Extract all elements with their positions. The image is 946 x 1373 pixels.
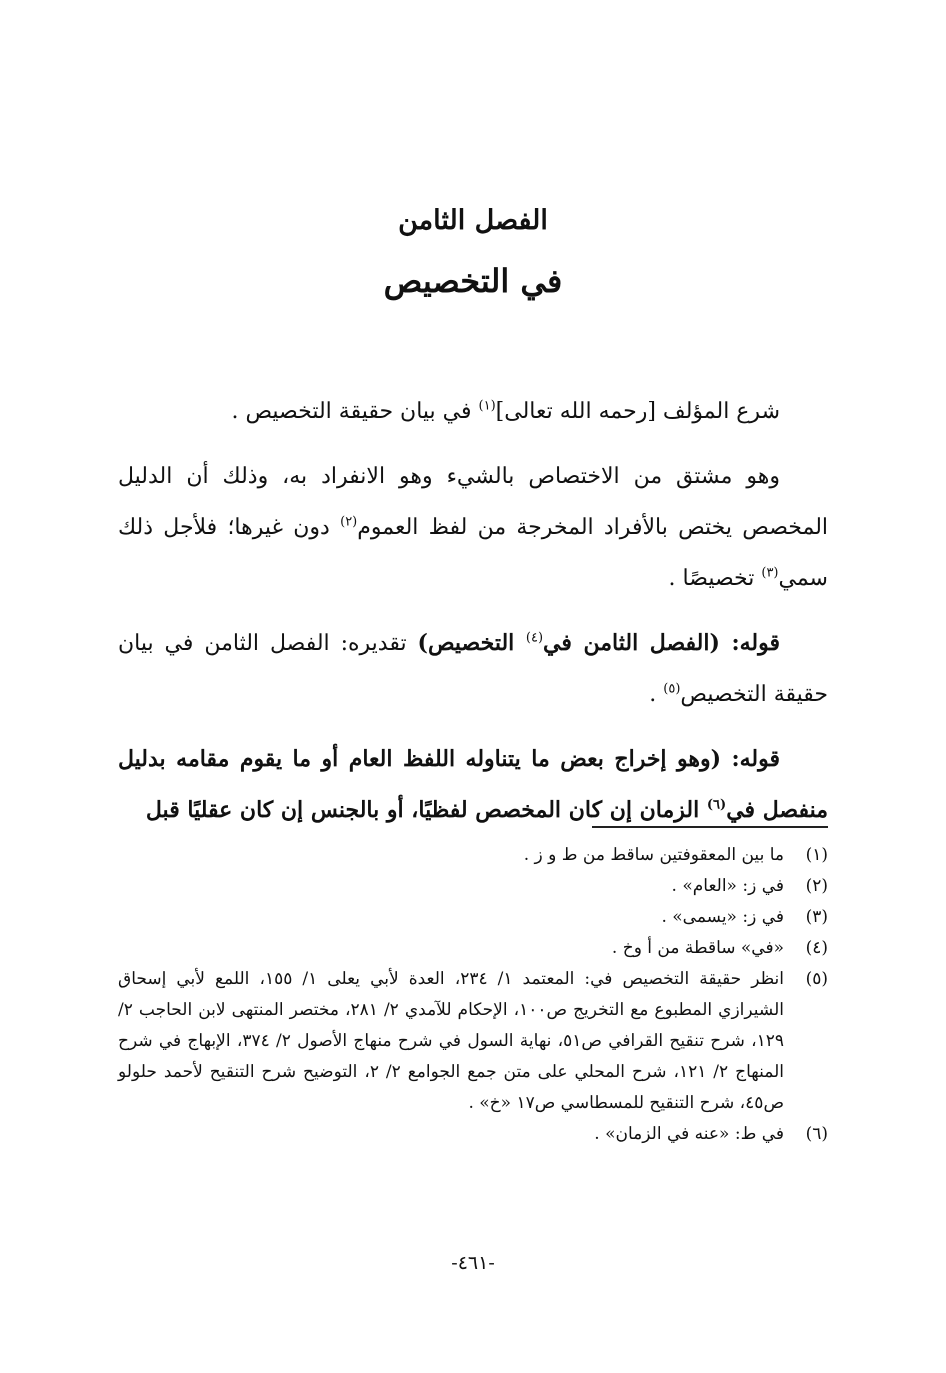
footnote-number: (٤) (805, 938, 828, 958)
paragraph-3 (118, 618, 828, 720)
footnote-ref-4[interactable]: (٤) (525, 630, 544, 646)
p1-text-a: شرع المؤلف [رحمه الله تعالى] (495, 399, 780, 424)
footnote-ref-2[interactable]: (٢) (340, 514, 358, 530)
p2-text-b: دون غيرها؛ فلأجل ذلك سمي (118, 515, 828, 591)
footnote-1 (118, 840, 828, 871)
footnote-2 (118, 871, 828, 902)
p3-text-c: تقديره: الفصل الثامن في بيان حقيقة التخصيص (118, 631, 828, 707)
p4-quote-a: قوله: (وهو إخراج بعض ما يتناوله اللفظ العام أو ما يقوم مقامه بدليل منفصل في (118, 746, 828, 823)
footnote-6 (118, 1119, 828, 1150)
footnote-text: في ز: «يسمى» . (661, 907, 784, 927)
footnote-ref-6[interactable]: (٦) (706, 797, 727, 813)
chapter-title: الفصل الثامن (398, 205, 548, 236)
footnote-text: «في» ساقطة من أ وخ . (611, 938, 784, 958)
footnote-ref-5[interactable]: (٥) (663, 681, 681, 697)
footnote-number: (٦) (805, 1124, 828, 1144)
p3-quote-a: قوله: (الفصل الثامن في (543, 630, 780, 656)
chapter-subtitle: في التخصيص (383, 262, 563, 300)
footnote-separator (592, 826, 828, 828)
p3-text-d: . (649, 682, 664, 707)
footnote-5 (118, 964, 828, 1119)
p4-quote-b: الزمان إن كان المخصص لفظيًا، أو بالجنس إن كان عقليًا قبل (145, 797, 707, 823)
paragraph-1 (118, 386, 828, 437)
paragraph-4 (118, 734, 828, 836)
footnotes (118, 840, 828, 1150)
footnote-text: انظر حقيقة التخصيص في: المعتمد ١/ ٢٣٤، العدة لأبي يعلى ١/ ١٥٥، اللمع لأبي إسحاق الشيرازي المطبوع مع التخريج ص١٠٠، الإحكام للآمدي ٢/ ٢٨١، مختصر المنتهى لابن الحاجب ٢/ ١٢٩، شرح تنقيح القرافي ص٥١، نهاية السول في شرح منهاج الأصول ٢/ ٣٧٤، الإبهاج في شرح المنهاج ٢/ ١٢١، شرح المحلي على متن جمع الجوامع ٢/ ٢، التوضيح شرح التنقيح لأحمد حلولو ص٤٥، شرح التنقيح للمسطاسي ص١٧ «خ» . (118, 969, 785, 1113)
footnote-number: (٥) (805, 969, 828, 989)
footnote-number: (٢) (805, 876, 828, 896)
footnote-ref-1[interactable]: (١) (478, 398, 496, 414)
footnote-text: في ز: «العام» . (671, 876, 784, 896)
p2-text-a: وهو مشتق من الاختصاص بالشيء وهو الانفراد به، وذلك أن الدليل المخصص يختص بالأفراد المخرجة من لفظ العموم (118, 464, 829, 540)
footnote-ref-3[interactable]: (٣) (761, 565, 779, 581)
paragraph-2 (118, 451, 828, 604)
p3-quote-b: التخصيص) (417, 630, 526, 656)
page-number: -٤٦١- (451, 1252, 495, 1274)
footnote-3 (118, 902, 828, 933)
footnote-text: في ط: «عنه في الزمان» . (594, 1124, 784, 1144)
main-text (118, 386, 828, 850)
p2-text-c: تخصيصًا . (668, 566, 762, 591)
p1-text-b: في بيان حقيقة التخصيص . (231, 399, 479, 424)
footnote-text: ما بين المعقوفتين ساقط من ط و ز . (523, 845, 784, 865)
footnote-number: (١) (805, 845, 828, 865)
footnote-number: (٣) (805, 907, 828, 927)
footnote-4 (118, 933, 828, 964)
